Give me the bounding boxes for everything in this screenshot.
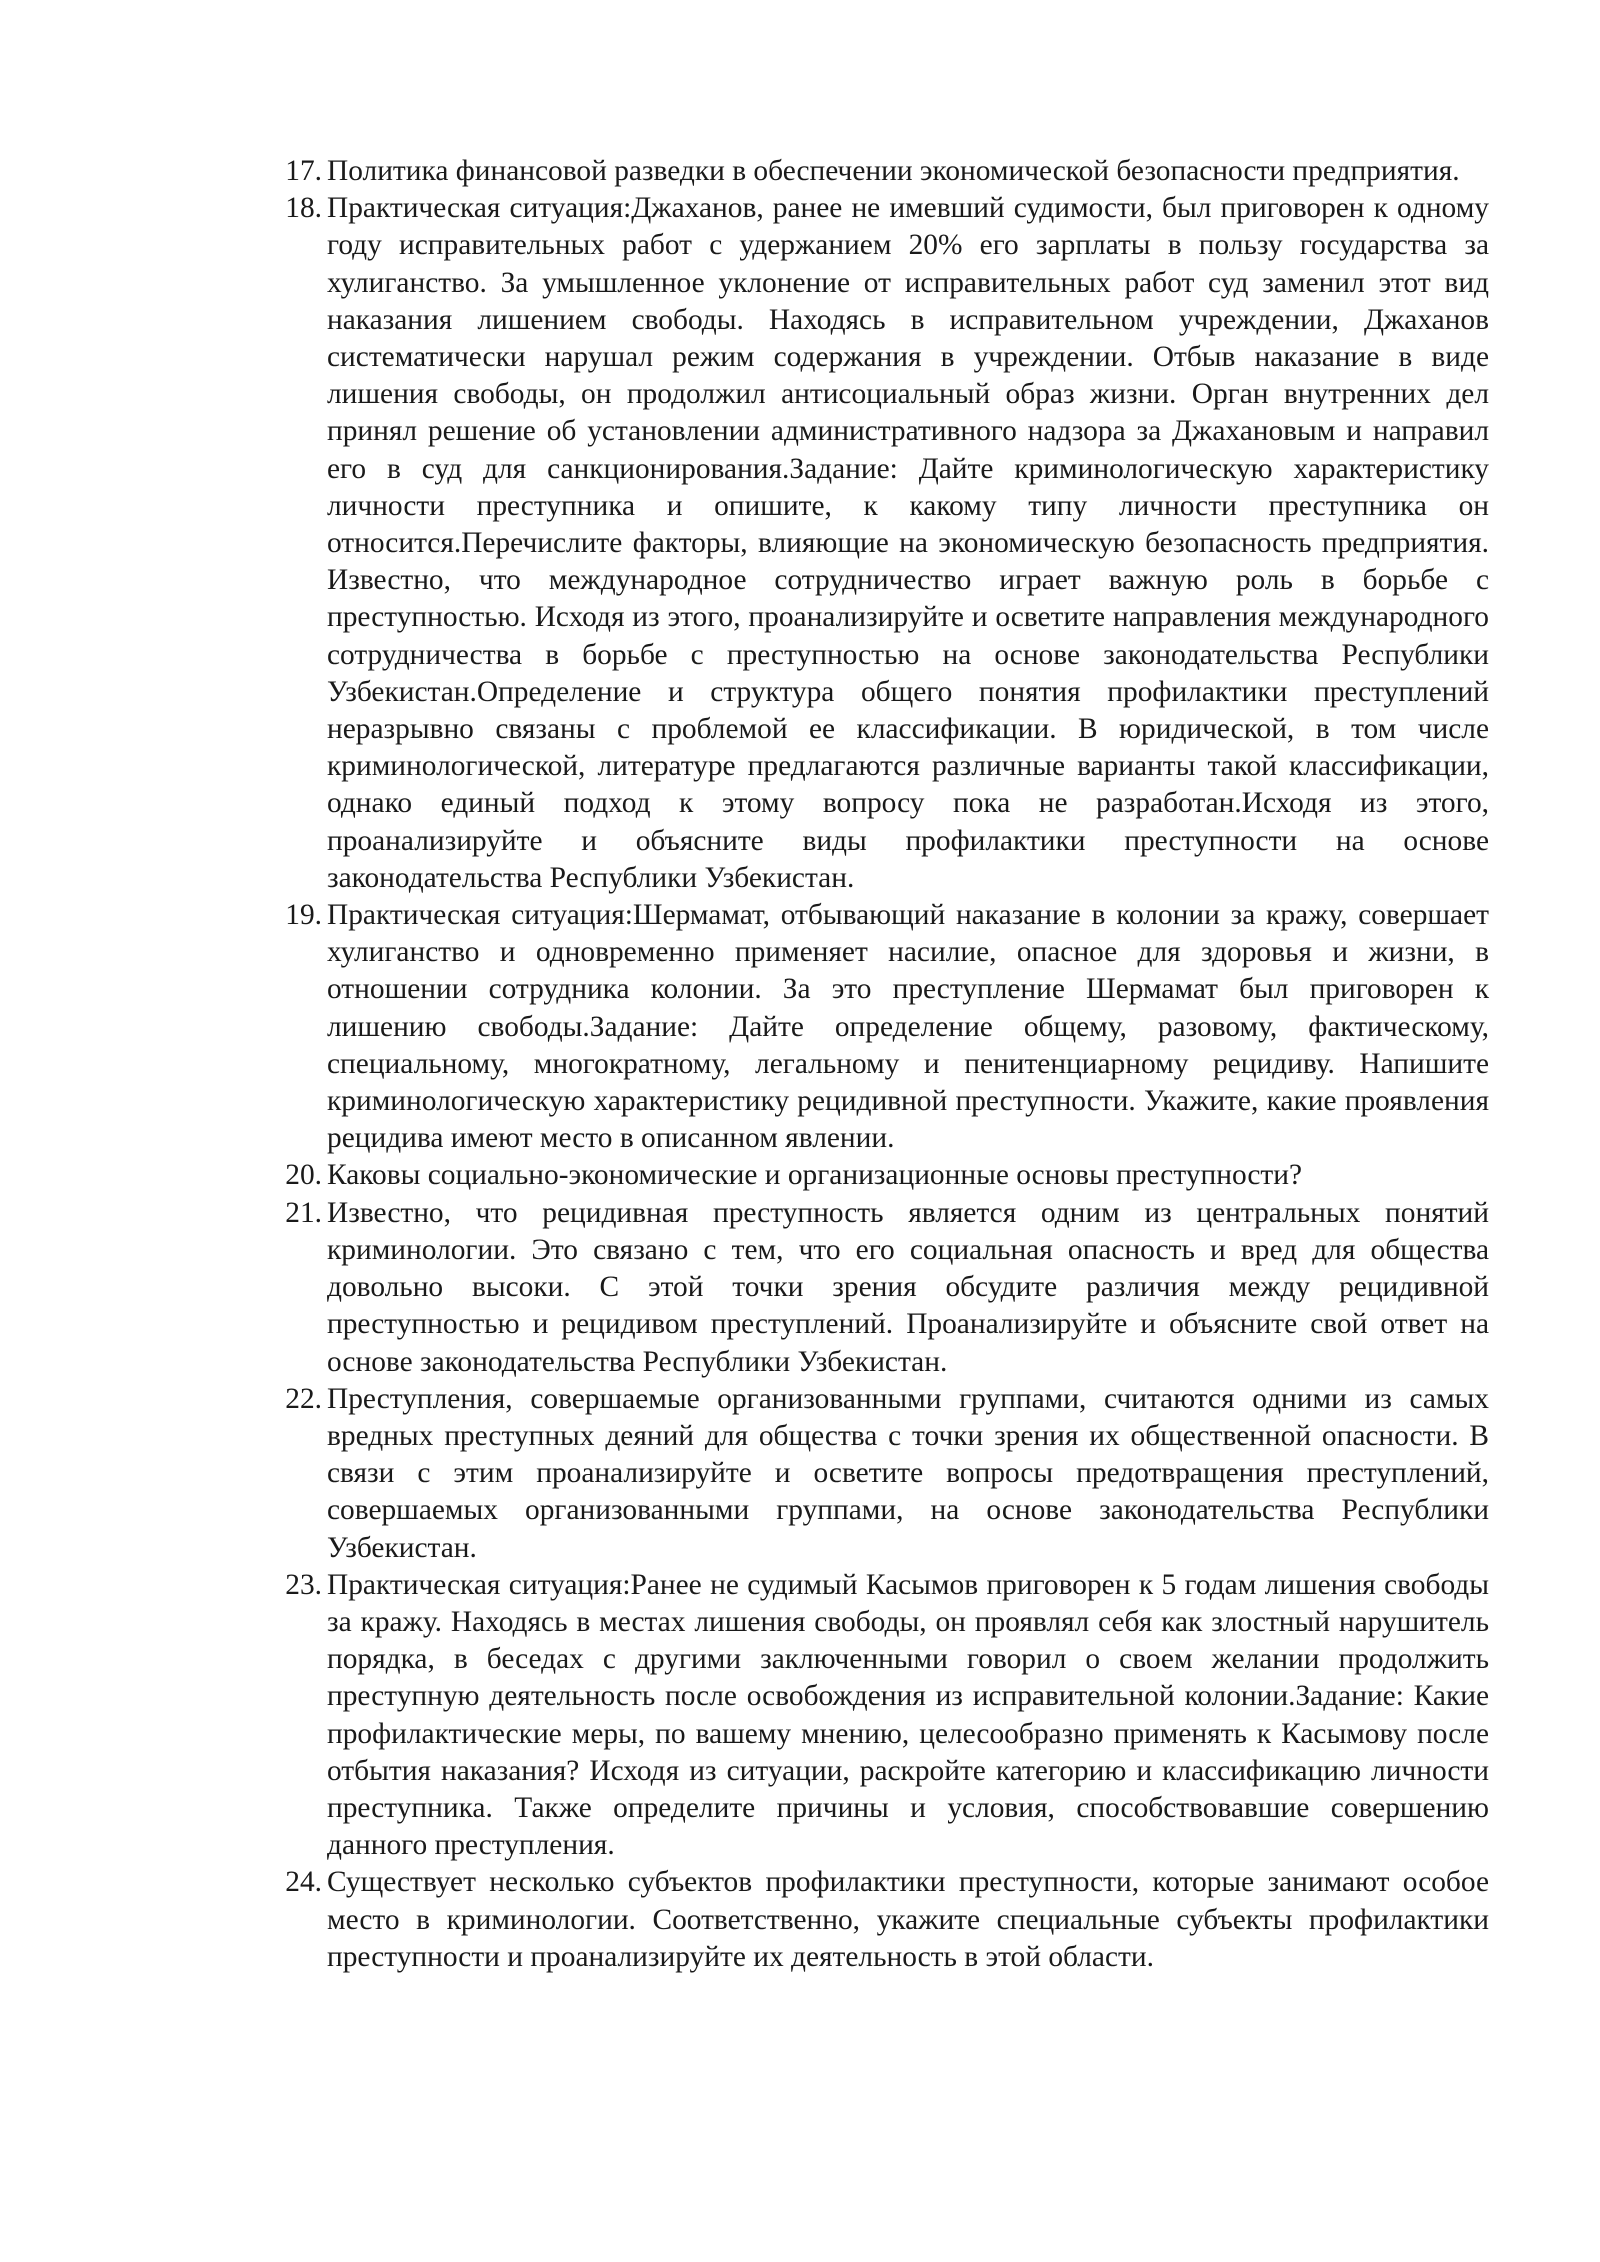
question-number: 20.	[285, 1159, 322, 1192]
question-item-23	[274, 1567, 1489, 1865]
question-text: Практическая ситуация:Джаханов, ранее не имевший судимости, был приговорен к одному году исправительных работ с удержанием 20% его зарплаты в пользу государства за хулиганство. За умышленное уклонение от исправительных работ суд заменил этот вид наказания лишением свободы. Находясь в исправительном учреждении, Джаханов систематически нарушал режим содержания в учреждении. Отбыв наказание в виде лишения свободы, он продолжил антисоциальный образ жизни. Орган внутренних дел принял решение об установлении административного надзора за Джахановым и направил его в суд для санкционирования.Задание: Дайте криминологическую характеристику личности преступника и опишите, к какому типу личности преступника он относится.Перечислите факторы, влияющие на экономическую безопасность предприятия. Известно, что международное сотрудничество играет важную роль в борьбе с преступностью. Исходя из этого, проанализируйте и осветите направления международного сотрудничества в борьбе с преступностью на основе законодательства Республики Узбекистан.Определение и структура общего понятия профилактики преступлений неразрывно связаны с проблемой ее классификации. В юридической, в том числе криминологической, литературе предлагаются различные варианты такой классификации, однако единый подход к этому вопросу пока не разработан.Исходя из этого, проанализируйте и объясните виды профилактики преступности на основе законодательства Республики Узбекистан.	[327, 192, 1489, 894]
question-item-21	[274, 1195, 1489, 1381]
question-text: Преступления, совершаемые организованными группами, считаются одними из самых вредных преступных деяний для общества с точки зрения их общественной опасности. В связи с этим проанализируйте и осветите вопросы предотвращения преступлений, совершаемых организованными группами, на основе законодательства Республики Узбекистан.	[327, 1382, 1489, 1564]
question-number: 19.	[285, 899, 322, 932]
question-number: 17.	[285, 155, 322, 187]
question-text: Практическая ситуация:Шермамат, отбывающий наказание в колонии за кражу, совершает хулиганство и одновременно применяет насилие, опасное для здоровья и жизни, в отношении сотрудника колонии. За это преступление Шермамат был приговорен к лишению свободы.Задание: Дайте определение общему, разовому, фактическому, специальному, многократному, легальному и пенитенциарному рецидиву. Напишите криминологическую характеристику рецидивной преступности. Укажите, какие проявления рецидива имеют место в описанном явлении.	[327, 899, 1489, 1155]
question-text: Известно, что рецидивная преступность является одним из центральных понятий криминологии. Это связано с тем, что его социальная опасность и вред для общества довольно высоки. С этой точки зрения обсудите различия между рецидивной преступностью и рецидивом преступлений. Проанализируйте и объясните свой ответ на основе законодательства Республики Узбекистан.	[327, 1196, 1489, 1378]
question-number: 18.	[285, 192, 322, 225]
question-item-19	[274, 897, 1489, 1157]
question-text: Практическая ситуация:Ранее не судимый Касымов приговорен к 5 годам лишения свободы за кражу. Находясь в местах лишения свободы, он проявлял себя как злостный нарушитель порядка, в беседах с другими заключенными говорил о своем желании продолжить преступную деятельность после освобождения из исправительной колонии.Задание: Какие профилактические меры, по вашему мнению, целесообразно применять к Касымову после отбытия наказания? Исходя из ситуации, раскройте категорию и классификацию личности преступника. Также определите причины и условия, способствовавшие совершению данного преступления.	[327, 1568, 1489, 1862]
question-number: 21.	[285, 1196, 322, 1229]
question-text: Каковы социально-экономические и организационные основы преступности?	[327, 1159, 1303, 1192]
question-number: 23.	[285, 1568, 322, 1601]
question-list	[274, 153, 1489, 1976]
question-item-22	[274, 1381, 1489, 1567]
question-item-17	[274, 153, 1489, 190]
question-number: 24.	[285, 1866, 322, 1899]
question-item-24	[274, 1864, 1489, 1976]
question-number: 22.	[285, 1382, 322, 1415]
question-item-18	[274, 190, 1489, 897]
question-item-20	[274, 1157, 1489, 1194]
question-text: Существует несколько субъектов профилактики преступности, которые занимают особое место в криминологии. Соответственно, укажите специальные субъекты профилактики преступности и проанализируйте их деятельность в этой области.	[327, 1866, 1489, 1973]
question-text: Политика финансовой разведки в обеспечении экономической безопасности предприятия.	[327, 155, 1460, 187]
